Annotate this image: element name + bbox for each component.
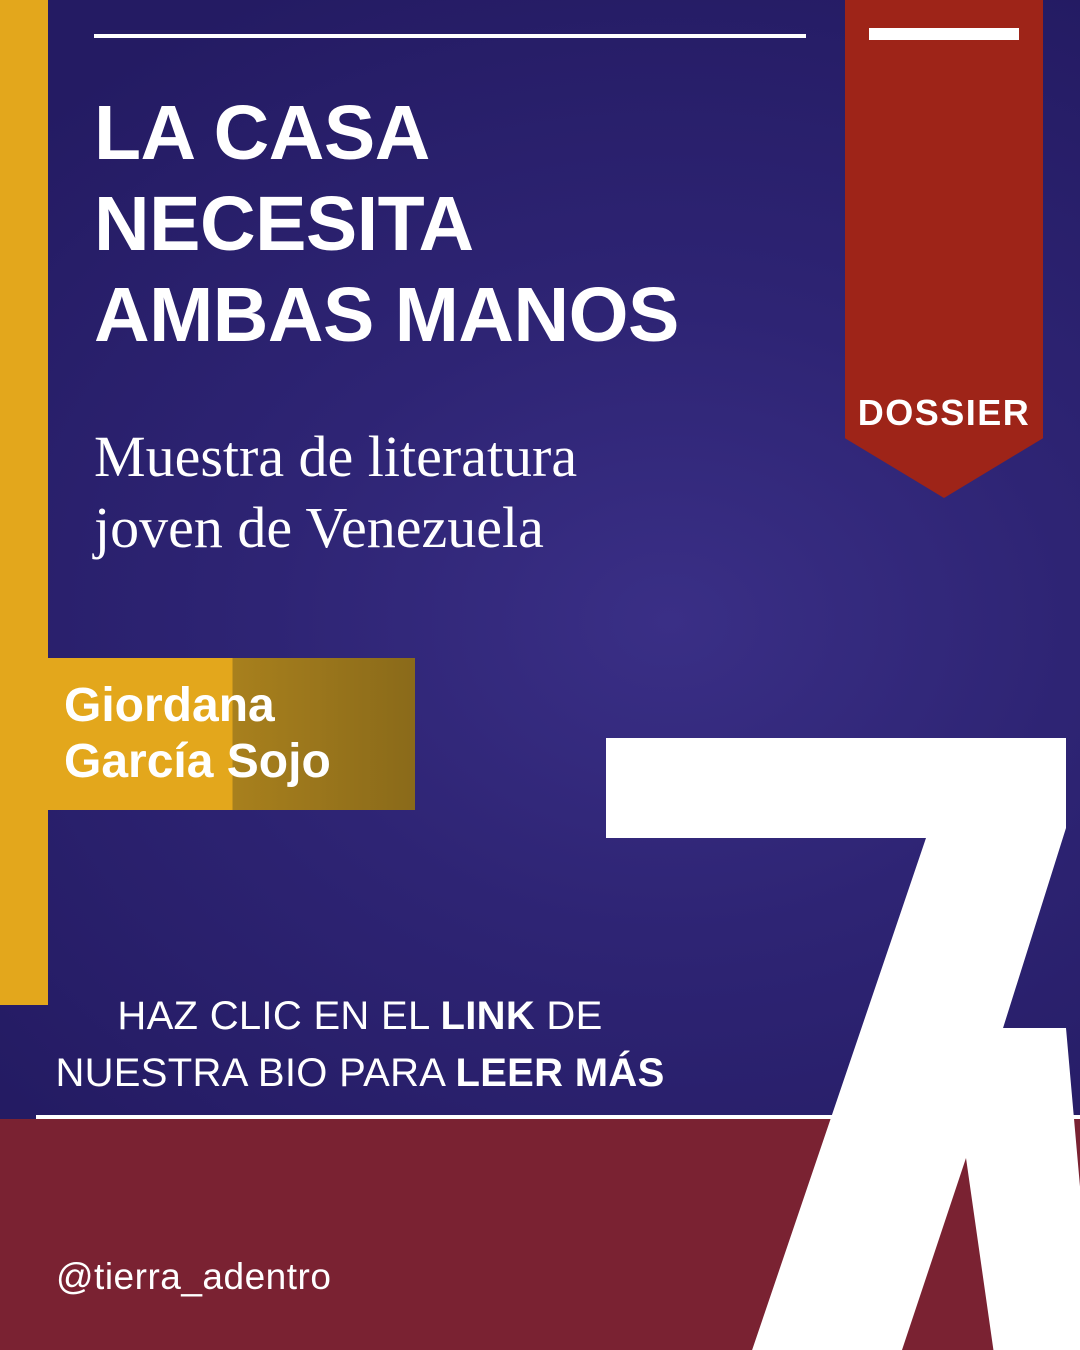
- cta-line-2: [40, 1045, 680, 1102]
- subtitle-line-1: Muestra de literatura: [94, 424, 578, 489]
- author-line-2: García Sojo: [64, 734, 331, 788]
- top-divider-rule: [94, 34, 806, 38]
- title-line-1: LA CASA: [94, 90, 430, 176]
- cta-line-1: [40, 988, 680, 1045]
- left-accent-bar: [0, 0, 48, 1005]
- subtitle-line-2: joven de Venezuela: [94, 494, 544, 560]
- title-line-3: AMBAS MANOS: [94, 271, 679, 358]
- page-title: [94, 88, 794, 361]
- social-handle[interactable]: @tierra_adentro: [56, 1256, 332, 1297]
- title-line-2: NECESITA: [94, 180, 474, 267]
- ribbon-top-tick: [869, 28, 1019, 40]
- cta-line-2-strong: LEER MÁS: [455, 1050, 665, 1095]
- cta-line-1-strong: LINK: [440, 994, 536, 1038]
- cta-line-1-pre: HAZ CLIC EN EL: [117, 994, 441, 1038]
- author-name: [64, 678, 464, 789]
- cta-line-2-pre: NUESTRA BIO PARA: [55, 1050, 456, 1095]
- page-subtitle: [94, 422, 794, 564]
- cta-line-1-post: DE: [535, 994, 603, 1038]
- call-to-action[interactable]: [40, 988, 680, 1102]
- author-line-1: Giordana: [64, 679, 275, 732]
- ribbon-label: DOSSIER: [857, 392, 1031, 433]
